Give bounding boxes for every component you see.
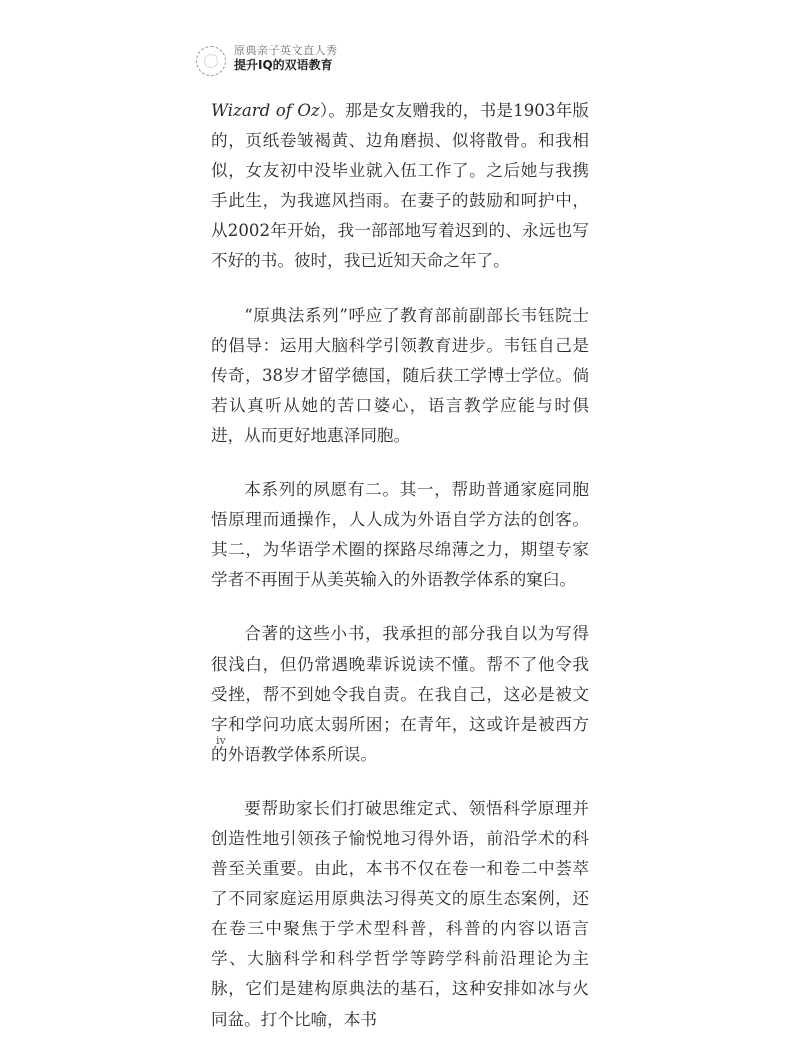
running-header [196, 44, 338, 76]
paragraph-3: 本系列的夙愿有二。其一，帮助普通家庭同胞悟原理而通操作，人人成为外语自学方法的创客。其二，为华语学术圈的探路尽绵薄之力，期望专家学者不再囿于从美英输入的外语教学体系的窠臼。 [211, 480, 589, 590]
paragraph-5: 要帮助家长们打破思维定式、领悟科学原理并创造性地引领孩子愉悦地习得外语，前沿学术的科普至关重要。由此，本书不仅在卷一和卷二中荟萃了不同家庭运用原典法习得英文的原生态案例，还在卷三中聚焦于学术型科普，科普的内容以语言学、大脑科学和科学哲学等跨学科前沿理论为主脉，它们是建构原典法的基石，这种安排如冰与火同盆。打个比喻，本书 [211, 798, 589, 1029]
book-subtitle: 提升IQ的双语教育 [234, 58, 333, 72]
page-number: iv [216, 734, 226, 747]
book-title-italic: Wizard of Oz [211, 101, 320, 120]
paragraph-1-text: ）。那是女友赠我的，书是1903年版的，页纸卷皱褐黄、边角磨损、似将散骨。和我相似，女友初中没毕业就入伍工作了。之后她与我携手此生，为我遮风挡雨。在妻子的鼓励和呵护中，从2002年开始，我一部部地写着迟到的、永远也写不好的书。彼时，我已近知天命之年了。 [211, 101, 589, 271]
series-logo-icon [196, 46, 226, 76]
page-body [211, 96, 589, 1059]
header-text [234, 44, 338, 72]
paragraph-1 [211, 96, 589, 277]
paragraph-4: 合著的这些小书，我承担的部分我自以为写得很浅白，但仍常遇晚辈诉说读不懂。帮不了他令我受挫，帮不到她令我自责。在我自己，这必是被文字和学问功底太弱所困；在青年，这或许是被西方的外语教学体系所误。 [211, 624, 589, 764]
paragraph-2: “原典法系列”呼应了教育部前副部长韦钰院士的倡导：运用大脑科学引领教育进步。韦钰自己是传奇，38岁才留学德国，随后获工学博士学位。倘若认真听从她的苦口婆心，语言教学应能与时俱进，从而更好地惠泽同胞。 [211, 305, 589, 445]
series-title: 原典亲子英文直人秀 [234, 44, 338, 57]
